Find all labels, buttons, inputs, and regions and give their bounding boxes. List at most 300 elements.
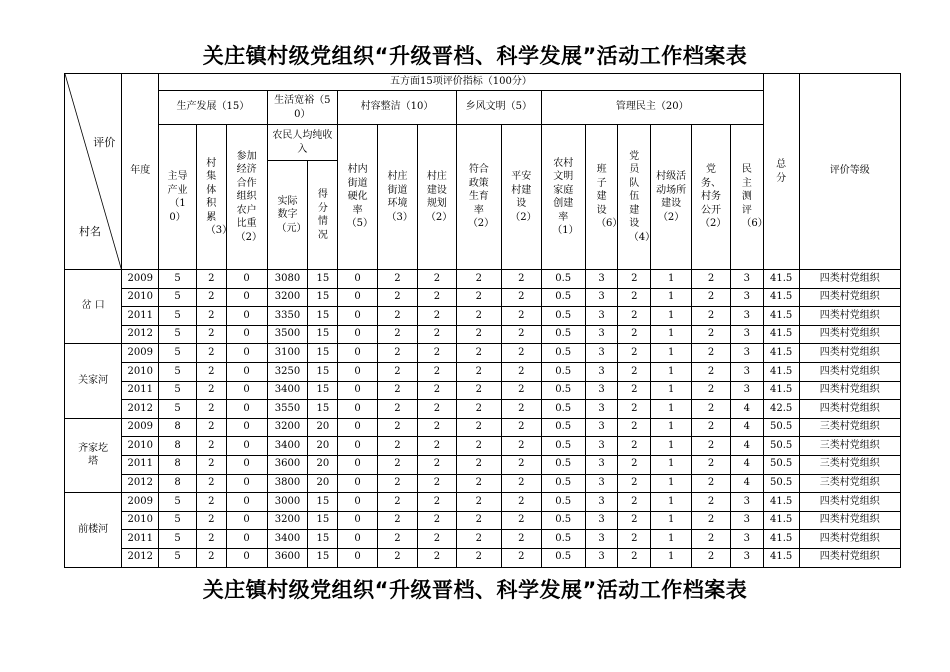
cell: 3 [585,325,618,344]
cell: 2 [501,455,541,474]
cell: 3 [585,548,618,567]
cell: 4 [730,437,763,456]
cell: 2 [196,381,226,400]
cell: 2 [692,381,731,400]
cell: 1 [651,270,692,289]
cell: 1 [651,381,692,400]
cell: 5 [159,325,197,344]
cell: 2 [417,511,456,530]
cell: 2 [692,288,731,307]
cell: 2 [196,362,226,381]
cell: 42.5 [763,400,799,419]
cell: 41.5 [763,307,799,326]
table-row [65,400,901,419]
cell: 2 [692,474,731,493]
grade-cell: 四类村党组织 [799,548,900,567]
village-name: 岔 口 [65,270,122,344]
cell: 3550 [267,400,308,419]
header-party-members: 党员队伍建设（4） [618,125,651,270]
cell: 2 [456,381,501,400]
cell: 2 [417,474,456,493]
cell: 2 [196,511,226,530]
header-indicators: 五方面15项评价指标（100分） [159,74,764,91]
cell: 2 [501,418,541,437]
cell: 8 [159,474,197,493]
header-civility: 乡风文明（5） [456,91,541,125]
table-row [65,307,901,326]
cell: 2 [618,437,651,456]
cell: 3 [585,288,618,307]
cell: 2 [196,400,226,419]
cell: 0 [226,288,267,307]
grade-cell: 三类村党组织 [799,418,900,437]
cell: 3 [730,325,763,344]
cell: 4 [730,400,763,419]
cell: 3250 [267,362,308,381]
grade-cell: 三类村党组织 [799,474,900,493]
cell: 2 [692,344,731,363]
header-grade: 评价等级 [799,74,900,270]
cell: 0 [338,455,378,474]
village-name: 齐家圪塔 [65,418,122,492]
cell: 0 [226,418,267,437]
cell: 15 [308,511,338,530]
cell: 0 [226,381,267,400]
table-row [65,511,901,530]
cell: 0 [338,344,378,363]
grade-cell: 四类村党组织 [799,344,900,363]
cell: 2 [196,493,226,512]
cell: 0 [226,307,267,326]
cell: 2 [618,362,651,381]
cell: 5 [159,381,197,400]
cell: 2 [456,474,501,493]
cell: 2011 [122,530,159,549]
cell: 20 [308,474,338,493]
cell: 0 [338,400,378,419]
cell: 2 [456,307,501,326]
cell: 8 [159,437,197,456]
cell: 3200 [267,418,308,437]
cell: 0.5 [541,418,585,437]
cell: 0.5 [541,437,585,456]
cell: 41.5 [763,381,799,400]
cell: 2 [501,511,541,530]
cell: 2 [196,270,226,289]
cell: 2 [501,493,541,512]
cell: 3 [585,418,618,437]
table-row [65,493,901,512]
cell: 2 [378,530,418,549]
cell: 0 [338,307,378,326]
header-production: 生产发展（15） [159,91,267,125]
cell: 15 [308,400,338,419]
cell: 2 [378,325,418,344]
cell: 0 [338,325,378,344]
cell: 0.5 [541,511,585,530]
cell: 2 [378,493,418,512]
village-name: 关家河 [65,344,122,418]
cell: 3 [730,530,763,549]
cell: 2 [456,344,501,363]
cell: 2 [456,362,501,381]
cell: 2 [692,511,731,530]
table-row [65,325,901,344]
header-coop-share: 参加经济合作组织农户比重（2） [226,125,267,270]
cell: 2 [378,548,418,567]
header-village-tidy: 村容整洁（10） [338,91,457,125]
cell: 2 [501,288,541,307]
cell: 41.5 [763,288,799,307]
cell: 2 [456,288,501,307]
page-title-repeat: 关庄镇村级党组织“升级晋档、科学发展”活动工作档案表 [202,578,748,602]
cell: 2012 [122,400,159,419]
cell: 3 [585,455,618,474]
table-row [65,474,901,493]
cell: 0.5 [541,325,585,344]
header-collective-accumulation: 村集体积累（3） [196,125,226,270]
cell: 0.5 [541,381,585,400]
cell: 3 [730,288,763,307]
cell: 3 [730,344,763,363]
grade-cell: 四类村党组织 [799,400,900,419]
cell: 3600 [267,455,308,474]
cell: 0.5 [541,474,585,493]
cell: 0.5 [541,270,585,289]
cell: 2011 [122,455,159,474]
cell: 2 [196,474,226,493]
cell: 50.5 [763,418,799,437]
cell: 3 [585,400,618,419]
cell: 2 [417,493,456,512]
cell: 2 [692,270,731,289]
cell: 2 [378,344,418,363]
cell: 15 [308,530,338,549]
village-name: 前楼河 [65,493,122,567]
cell: 3 [585,381,618,400]
cell: 2 [417,381,456,400]
grade-cell: 四类村党组织 [799,307,900,326]
cell: 1 [651,455,692,474]
cell: 2 [618,474,651,493]
table-row [65,270,901,289]
cell: 3 [585,437,618,456]
cell: 4 [730,474,763,493]
cell: 3 [585,511,618,530]
table-row [65,437,901,456]
cell: 3 [730,381,763,400]
cell: 5 [159,362,197,381]
cell: 5 [159,270,197,289]
cell: 2 [378,381,418,400]
cell: 3200 [267,288,308,307]
cell: 0.5 [541,344,585,363]
cell: 2 [618,344,651,363]
cell: 2 [501,307,541,326]
header-civilized-family: 农村文明家庭创建率（1） [541,125,585,270]
cell: 15 [308,288,338,307]
cell: 0 [338,493,378,512]
grade-cell: 四类村党组织 [799,511,900,530]
cell: 0.5 [541,400,585,419]
diagonal-line [65,74,121,269]
cell: 4 [730,418,763,437]
cell: 2 [196,548,226,567]
cell: 0 [338,474,378,493]
cell: 2 [501,474,541,493]
cell: 0 [226,344,267,363]
cell: 2 [456,400,501,419]
cell: 2 [378,511,418,530]
cell: 3100 [267,344,308,363]
cell: 1 [651,474,692,493]
cell: 2 [692,362,731,381]
cell: 15 [308,493,338,512]
cell: 2 [417,548,456,567]
cell: 0.5 [541,362,585,381]
cell: 2 [456,493,501,512]
cell: 0 [338,511,378,530]
cell: 0 [338,530,378,549]
cell: 3 [730,307,763,326]
cell: 2 [501,400,541,419]
cell: 5 [159,307,197,326]
cell: 41.5 [763,530,799,549]
cell: 3 [730,362,763,381]
cell: 0 [226,437,267,456]
cell: 41.5 [763,548,799,567]
cell: 15 [308,381,338,400]
cell: 2009 [122,270,159,289]
cell: 2 [456,455,501,474]
table-row [65,530,901,549]
cell: 2010 [122,511,159,530]
cell: 2010 [122,362,159,381]
cell: 2 [456,418,501,437]
cell: 2 [456,530,501,549]
cell: 2 [378,437,418,456]
cell: 2010 [122,437,159,456]
cell: 41.5 [763,493,799,512]
cell: 3 [585,307,618,326]
grade-cell: 四类村党组织 [799,288,900,307]
header-democracy: 管理民主（20） [541,91,763,125]
cell: 0 [226,400,267,419]
corner-header [65,74,122,270]
cell: 8 [159,418,197,437]
table-row [65,344,901,363]
header-actual-amount: 实际数字（元） [267,161,308,270]
cell: 1 [651,362,692,381]
cell: 15 [308,344,338,363]
cell: 0 [226,362,267,381]
cell: 3 [585,530,618,549]
header-democratic-evaluation: 民主测评（6） [730,125,763,270]
cell: 2 [618,455,651,474]
grade-cell: 四类村党组织 [799,362,900,381]
cell: 2 [196,418,226,437]
cell: 3400 [267,381,308,400]
cell: 2 [417,400,456,419]
cell: 1 [651,437,692,456]
cell: 3 [585,270,618,289]
header-village-planning: 村庄建设规划（2） [417,125,456,270]
header-total: 总分 [763,74,799,270]
cell: 1 [651,493,692,512]
cell: 2 [501,344,541,363]
cell: 50.5 [763,437,799,456]
cell: 41.5 [763,511,799,530]
header-birth-policy: 符合政策生育率（2） [456,125,501,270]
cell: 0 [338,548,378,567]
cell: 2 [618,511,651,530]
cell: 1 [651,400,692,419]
cell: 3 [585,493,618,512]
cell: 41.5 [763,362,799,381]
cell: 2012 [122,548,159,567]
cell: 2 [618,400,651,419]
cell: 20 [308,455,338,474]
cell: 2009 [122,344,159,363]
cell: 3 [585,362,618,381]
cell: 2 [618,381,651,400]
header-affairs-disclosure: 党务、村务公开（2） [692,125,731,270]
cell: 2009 [122,418,159,437]
header-street-environment: 村庄街道环境（3） [378,125,418,270]
header-per-capita-income: 农民人均纯收入 [267,125,338,161]
cell: 8 [159,455,197,474]
cell: 41.5 [763,344,799,363]
cell: 2 [501,325,541,344]
cell: 2 [692,548,731,567]
table-row [65,381,901,400]
cell: 3 [730,511,763,530]
table-row [65,455,901,474]
cell: 1 [651,511,692,530]
table-row [65,362,901,381]
header-living: 生活宽裕（50） [267,91,338,125]
corner-label-evaluation: 评价 [93,136,116,149]
cell: 1 [651,307,692,326]
cell: 2 [692,325,731,344]
cell: 2 [417,270,456,289]
cell: 0 [226,511,267,530]
cell: 2 [417,418,456,437]
cell: 2 [196,530,226,549]
cell: 2 [456,548,501,567]
cell: 2 [618,418,651,437]
cell: 0.5 [541,548,585,567]
cell: 3350 [267,307,308,326]
cell: 2 [196,437,226,456]
page-title: 关庄镇村级党组织“升级晋档、科学发展”活动工作档案表 [202,44,748,68]
cell: 0 [338,270,378,289]
cell: 3400 [267,437,308,456]
cell: 2 [456,325,501,344]
cell: 2 [196,307,226,326]
cell: 3 [730,548,763,567]
cell: 2 [456,437,501,456]
cell: 0 [338,362,378,381]
cell: 1 [651,325,692,344]
cell: 50.5 [763,474,799,493]
cell: 2 [618,530,651,549]
cell: 2 [692,400,731,419]
cell: 15 [308,362,338,381]
cell: 1 [651,344,692,363]
cell: 1 [651,548,692,567]
cell: 2011 [122,381,159,400]
cell: 2 [692,307,731,326]
cell: 2 [501,548,541,567]
grade-cell: 四类村党组织 [799,270,900,289]
cell: 2 [378,455,418,474]
cell: 2 [456,270,501,289]
cell: 0.5 [541,307,585,326]
cell: 2010 [122,288,159,307]
cell: 2 [378,307,418,326]
header-road-hardening: 村内街道硬化率（5） [338,125,378,270]
header-activity-venue: 村级活动场所建设（2） [651,125,692,270]
cell: 5 [159,344,197,363]
table-row [65,418,901,437]
cell: 0 [226,270,267,289]
cell: 2012 [122,474,159,493]
cell: 0 [338,288,378,307]
cell: 3500 [267,325,308,344]
cell: 2 [417,288,456,307]
cell: 15 [308,548,338,567]
cell: 2 [618,325,651,344]
cell: 5 [159,511,197,530]
cell: 2 [378,418,418,437]
cell: 0 [226,455,267,474]
cell: 2 [618,270,651,289]
cell: 2 [378,400,418,419]
cell: 2 [196,455,226,474]
cell: 2 [378,288,418,307]
cell: 5 [159,288,197,307]
header-main-industry: 主导产业（10） [159,125,197,270]
cell: 2 [196,344,226,363]
cell: 2 [618,493,651,512]
cell: 2 [417,362,456,381]
cell: 3 [585,344,618,363]
cell: 2 [196,288,226,307]
cell: 0 [226,530,267,549]
cell: 2 [692,437,731,456]
cell: 0 [226,493,267,512]
grade-cell: 四类村党组织 [799,530,900,549]
cell: 2 [417,307,456,326]
cell: 3 [730,270,763,289]
cell: 2 [378,474,418,493]
cell: 0.5 [541,288,585,307]
cell: 5 [159,530,197,549]
cell: 1 [651,418,692,437]
cell: 0 [338,437,378,456]
cell: 15 [308,270,338,289]
grade-cell: 四类村党组织 [799,493,900,512]
cell: 0 [226,474,267,493]
cell: 3800 [267,474,308,493]
cell: 2 [417,325,456,344]
cell: 2 [692,455,731,474]
cell: 2 [417,530,456,549]
cell: 0 [226,548,267,567]
grade-cell: 三类村党组织 [799,455,900,474]
cell: 2 [618,288,651,307]
